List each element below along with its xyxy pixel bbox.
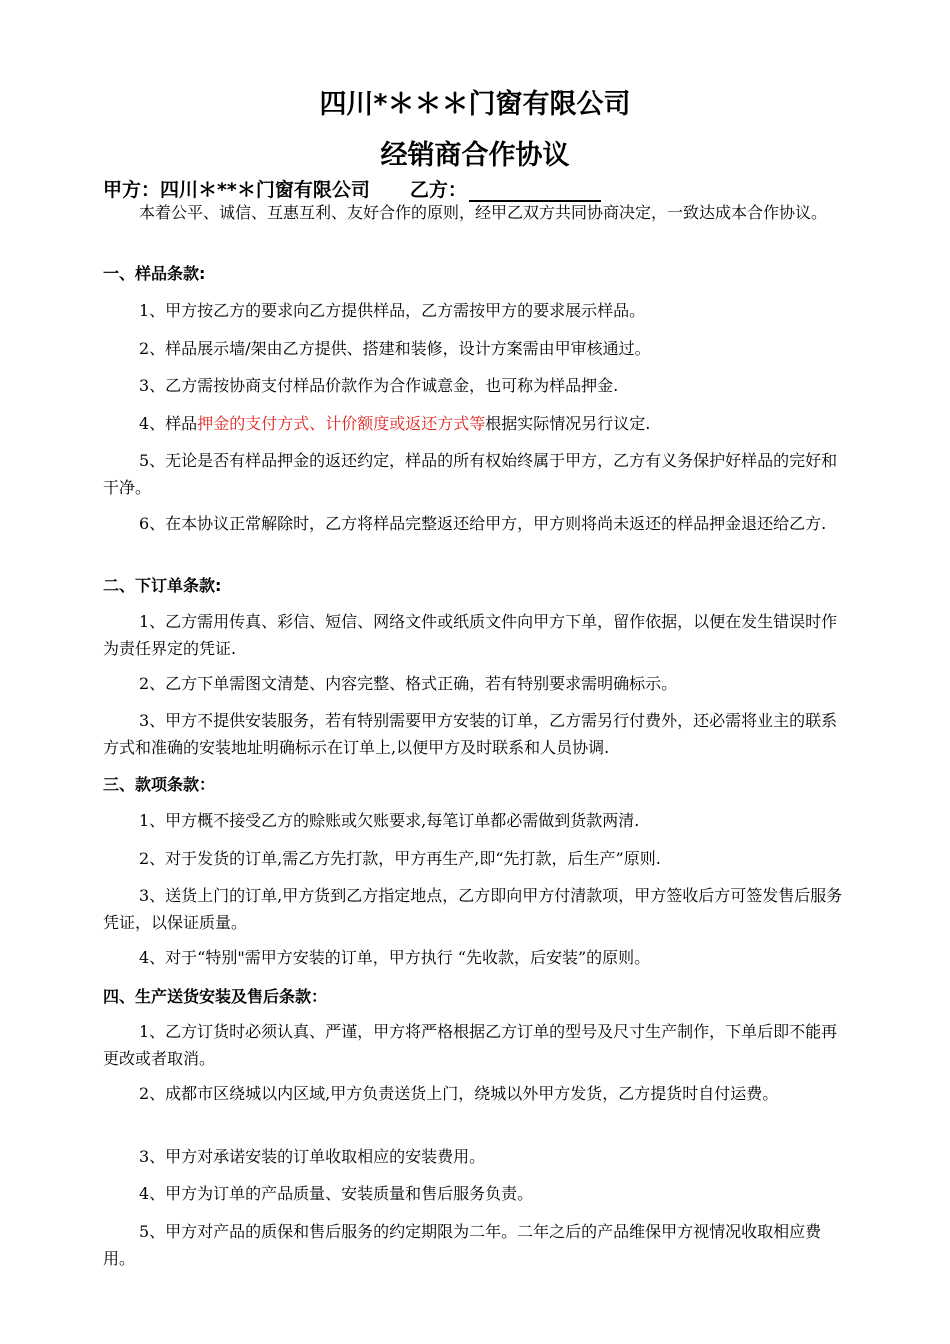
clause: 1、甲方概不接受乙方的赊账或欠账要求,每笔订单都必需做到货款两清. (139, 811, 640, 830)
party-a-label: 甲方：四川＊**＊门窗有限公司 (103, 179, 370, 201)
clause: 2、乙方下单需图文清楚、内容完整、格式正确，若有特别要求需明确标示。 (139, 674, 678, 693)
section-heading: 四、生产送货安装及售后条款： (103, 987, 328, 1006)
clause: 1、乙方订货时必须认真、严谨，甲方将严格根据乙方订单的型号及尺寸生产制作，下单后即不能再更改或者取消。 (103, 1022, 838, 1068)
clause: 2、样品展示墙/架由乙方提供、搭建和装修，设计方案需由甲审核通过。 (139, 339, 651, 358)
clause: 1、甲方按乙方的要求向乙方提供样品，乙方需按甲方的要求展示样品。 (139, 301, 646, 320)
clause: 5、无论是否有样品押金的返还约定，样品的所有权始终属于甲方，乙方有义务保护好样品的完好和干净。 (103, 451, 838, 497)
clause: 2、成都市区绕城以内区域,甲方负责送货上门，绕城以外甲方发货，乙方提货时自付运费。 (139, 1084, 779, 1103)
intro-paragraph: 本着公平、诚信、互惠互利、友好合作的原则，经甲乙双方共同协商决定，一致达成本合作协议。 (139, 203, 828, 222)
clause: 6、在本协议正常解除时，乙方将样品完整返还给甲方，甲方则将尚未返还的样品押金退还给乙方. (139, 514, 827, 533)
clause-text: 4、样品 (139, 414, 198, 433)
agreement-title: 经销商合作协议 (380, 140, 570, 171)
party-b-label: 乙方： (409, 179, 467, 201)
clause: 3、甲方不提供安装服务，若有特别需要甲方安装的订单，乙方需另行付费外，还必需将业主的联系方式和准确的安装地址明确标示在订单上,以便甲方及时联系和人员协调. (103, 711, 838, 757)
clause (103, 410, 848, 437)
clause: 3、送货上门的订单,甲方货到乙方指定地点，乙方即向甲方付清款项，甲方签收后方可签发售后服务凭证，以保证质量。 (103, 886, 843, 932)
clause: 4、对于“特别"需甲方安装的订单，甲方执行 “先收款，后安装”的原则。 (139, 948, 651, 967)
clause: 5、甲方对产品的质保和售后服务的约定期限为二年。二年之后的产品维保甲方视情况收取相应费用。 (103, 1222, 822, 1268)
clause: 2、对于发货的订单,需乙方先打款，甲方再生产,即“先打款，后生产”原则. (139, 849, 661, 868)
clause: 3、乙方需按协商支付样品价款作为合作诚意金，也可称为样品押金. (139, 376, 619, 395)
clause: 3、甲方对承诺安装的订单收取相应的安装费用。 (139, 1147, 486, 1166)
company-title: 四川*＊＊＊门窗有限公司 (319, 89, 631, 120)
parties-line (103, 175, 601, 202)
clause-text: 根据实际情况另行议定. (485, 414, 651, 433)
section-heading: 三、款项条款： (103, 775, 216, 794)
clause-highlight: 押金的支付方式、计价额度或返还方式等 (197, 414, 486, 433)
section-heading: 二、下订单条款: (103, 576, 222, 595)
section-heading: 一、样品条款: (103, 264, 206, 283)
clause: 1、乙方需用传真、彩信、短信、网络文件或纸质文件向甲方下单，留作依据，以便在发生错误时作为责任界定的凭证. (103, 612, 838, 658)
clause: 4、甲方为订单的产品质量、安装质量和售后服务负责。 (139, 1184, 534, 1203)
